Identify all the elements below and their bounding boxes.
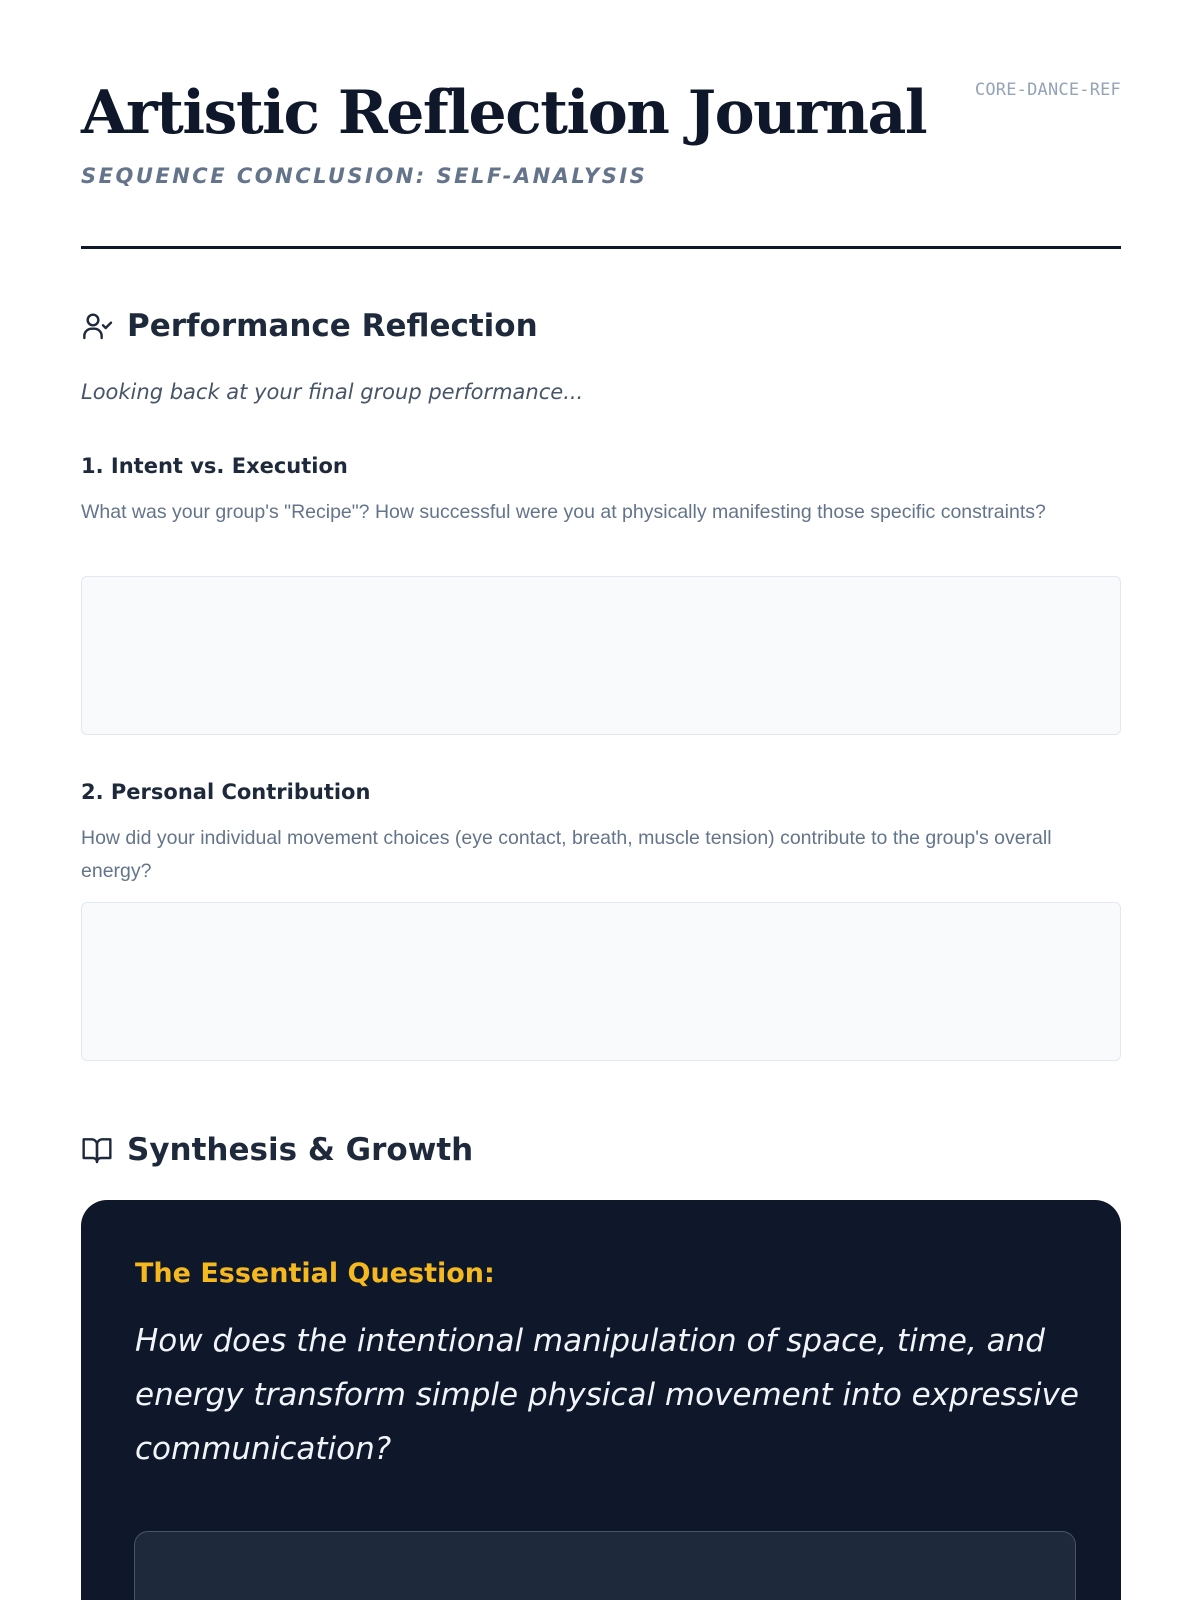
question-1-answer-field[interactable] (81, 576, 1121, 735)
question-1-label: 1. Intent vs. Execution (81, 454, 348, 478)
essential-question-text: How does the intentional manipulation of space, time, and energy transform simple physical movement into expressive communication? (135, 1323, 1079, 1467)
question-2-label: 2. Personal Contribution (81, 780, 371, 804)
question-1-help: What was your group's "Recipe"? How successful were you at physically manifesting those specific constraints? (81, 501, 1046, 523)
performance-section-heading (81, 308, 538, 344)
essential-answer-field[interactable] (134, 1531, 1076, 1600)
page-subtitle: SEQUENCE CONCLUSION: SELF-ANALYSIS (81, 164, 648, 188)
user-check-icon (81, 310, 113, 342)
page-title: Artistic Reflection Journal (81, 78, 927, 148)
document-code: CORE-DANCE-REF (974, 80, 1121, 100)
question-2-help: How did your individual movement choices (eye contact, breath, muscle tension) contribute to the group's overall energy? (81, 827, 1052, 882)
synthesis-section-title: Synthesis & Growth (127, 1132, 474, 1168)
performance-intro: Looking back at your final group performance... (81, 380, 584, 404)
synthesis-section-heading (81, 1132, 473, 1168)
essential-question-label: The Essential Question: (135, 1258, 495, 1289)
question-2-answer-field[interactable] (81, 902, 1121, 1061)
essential-question-card (81, 1200, 1121, 1600)
header-divider (81, 246, 1121, 249)
book-open-icon (81, 1134, 113, 1166)
journal-page (81, 0, 1121, 1467)
journal-header (81, 0, 1121, 250)
performance-section-title: Performance Reflection (127, 308, 538, 344)
